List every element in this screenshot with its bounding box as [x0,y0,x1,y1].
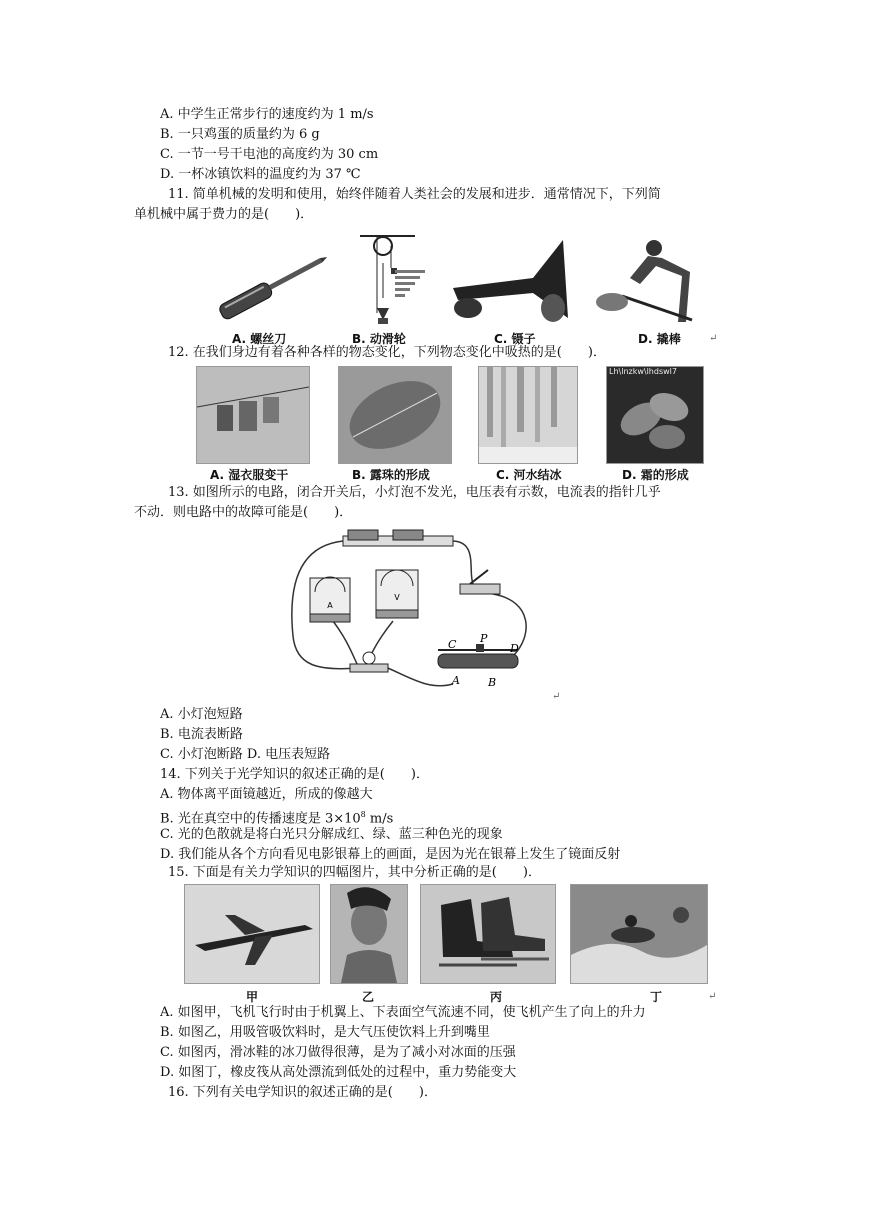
q10-option-c: C. 一节一号干电池的高度约为 30 cm [160,147,379,162]
q13-stem-line2: 不动．则电路中的故障可能是( )． [134,505,353,520]
q11-caption-b: B. 动滑轮 [352,332,406,346]
photo-watermark: Lh\lnzkw\lhdswl7 [609,367,677,376]
movable-pulley-figure [355,228,425,328]
q15-option-c: C. 如图丙，滑冰鞋的冰刀做得很薄，是为了减小对冰面的压强 [160,1045,516,1060]
q15-option-d: D. 如图丁，橡皮筏从高处漂流到低处的过程中，重力势能变大 [160,1065,517,1080]
terminal-b-label: B [488,676,497,689]
q13-option-a: A. 小灯泡短路 [160,707,243,722]
voltmeter-label: V [394,593,400,602]
terminal-c-label: C [448,638,457,651]
ice-skates-photo [420,884,556,984]
q14-option-d: D. 我们能从各个方向看见电影银幕上的画面，是因为光在银幕上发生了镜面反射 [160,847,621,862]
frost-leaves-photo [606,366,704,464]
q11-caption-a: A. 螺丝刀 [232,332,287,346]
q15-option-b: B. 如图乙，用吸管吸饮料时，是大气压使饮料上升到嘴里 [160,1025,490,1040]
rafting-photo [570,884,708,984]
q15-caption-jia: 甲 [246,990,259,1004]
slider-p-label: P [480,632,488,645]
q10-option-b: B. 一只鸡蛋的质量约为 6 g [160,127,320,142]
q15-caption-bing: 丙 [490,990,503,1004]
q13-stem-line1: 13. 如图所示的电路，闭合开关后，小灯泡不发光，电压表有示数，电流表的指针几乎 [168,485,661,500]
q10-option-d: D. 一杯冰镇饮料的温度约为 37 ℃ [160,167,361,182]
circuit-diagram [288,526,548,701]
return-mark: ↵ [552,691,561,702]
q14-option-c: C. 光的色散就是将白光只分解成红、绿、蓝三种色光的现象 [160,827,503,842]
q15-caption-ding: 丁 [650,990,663,1004]
q14-stem: 14. 下列关于光学知识的叙述正确的是( )． [160,767,429,782]
q12-caption-d: D. 霜的形成 [622,468,689,482]
q11-caption-c: C. 镊子 [494,332,536,346]
return-mark: ↵ [709,333,718,344]
q11-stem-line2: 单机械中属于费力的是( )． [134,207,314,222]
tweezers-figure [448,238,568,323]
crowbar-figure [592,236,712,326]
q11-caption-d: D. 撬棒 [638,332,681,346]
q13-option-b: B. 电流表断路 [160,727,243,742]
wet-clothes-photo [196,366,310,464]
q12-caption-c: C. 河水结冰 [496,468,562,482]
q16-stem: 16. 下列有关电学知识的叙述正确的是( )． [168,1085,437,1100]
dew-leaf-photo [338,366,452,464]
q12-caption-b: B. 露珠的形成 [352,468,430,482]
straw-drinking-photo [330,884,408,984]
q12-caption-a: A. 湿衣服变干 [210,468,289,482]
q10-option-a: A. 中学生正常步行的速度约为 1 m/s [160,107,374,122]
q12-stem: 12. 在我们身边有着各种各样的物态变化，下列物态变化中吸热的是( )． [168,345,606,360]
ammeter-label: A [327,601,333,610]
q14-option-b: B. 光在真空中的传播速度是 $3\times 10^8$ m/s [160,810,394,827]
return-mark: ↵ [708,991,717,1002]
terminal-a-label: A [452,674,460,687]
q13-option-cd: C. 小灯泡断路 D. 电压表短路 [160,747,331,762]
q14-option-a: A. 物体离平面镜越近，所成的像越大 [160,787,373,802]
terminal-d-label: D [510,642,519,655]
q15-stem: 15. 下面是有关力学知识的四幅图片，其中分析正确的是( )． [168,865,541,880]
frozen-river-photo [478,366,578,464]
screwdriver-figure [205,238,335,328]
q15-caption-yi: 乙 [362,990,375,1004]
q11-stem-line1: 11. 简单机械的发明和使用，始终伴随着人类社会的发展和进步．通常情况下，下列简 [168,187,661,202]
q15-option-a: A. 如图甲，飞机飞行时由于机翼上、下表面空气流速不同，使飞机产生了向上的升力 [160,1005,646,1020]
airplane-photo [184,884,320,984]
